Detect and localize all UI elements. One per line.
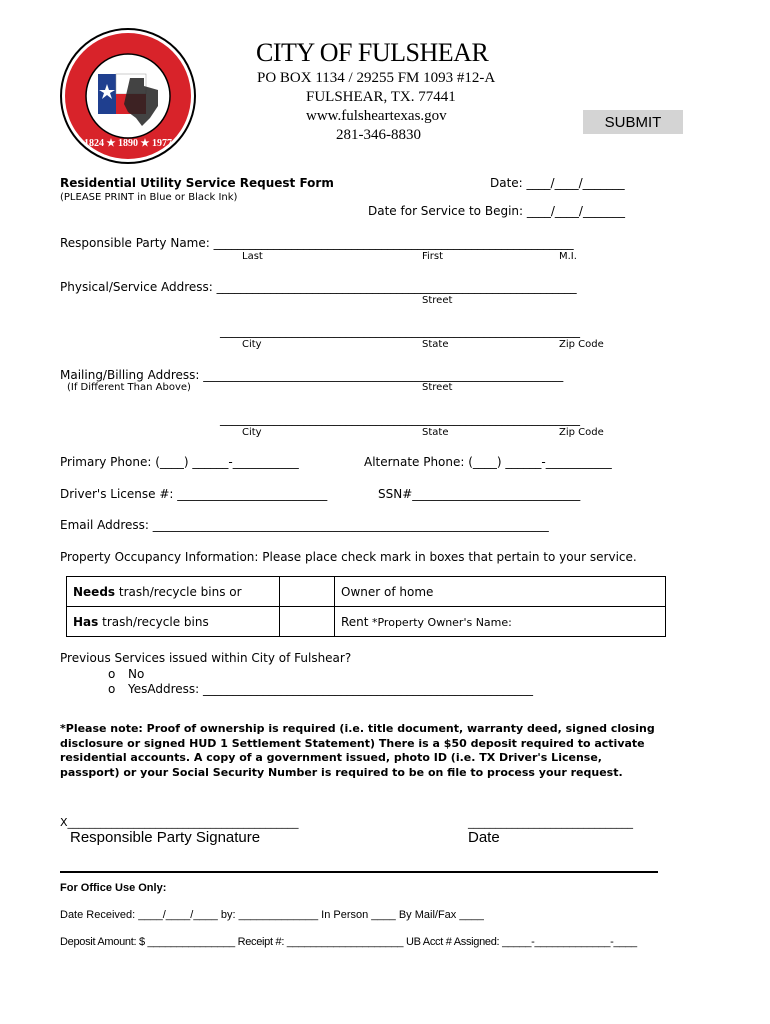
mailing-address-field[interactable]: Mailing/Billing Address: ____________________________________________________________: [60, 368, 564, 382]
office-divider: [60, 871, 658, 873]
option-yes-address-field[interactable]: YesAddress: _______________________________________________________: [128, 682, 534, 696]
drivers-license-field[interactable]: Driver's License #: _________________________: [60, 487, 328, 501]
occupancy-table: [66, 576, 666, 637]
option-no-label: No: [128, 667, 145, 681]
table-row: [67, 607, 666, 637]
state-label: State: [422, 339, 449, 350]
signature-label: Responsible Party Signature: [70, 829, 261, 846]
zip-label: Zip Code: [559, 339, 604, 350]
mailing-note: (If Different Than Above): [67, 382, 191, 393]
signature-date-label: Date: [468, 829, 500, 846]
signature-line[interactable]: X__________________________________________: [60, 816, 299, 829]
email-field[interactable]: Email Address: __________________________________________________________________: [60, 518, 549, 532]
needs-checkbox[interactable]: [280, 577, 335, 607]
owner-cell[interactable]: [335, 577, 666, 607]
signature-date-line[interactable]: ______________________________: [468, 816, 633, 829]
has-checkbox[interactable]: [280, 607, 335, 637]
office-heading: For Office Use Only:: [60, 882, 167, 894]
option-yes-bullet[interactable]: o: [108, 682, 116, 696]
city-label: City: [242, 339, 262, 350]
previous-services-question: Previous Services issued within City of Fulshear?: [60, 651, 352, 665]
mailing-zip-label: Zip Code: [559, 427, 604, 438]
mailing-address-line2[interactable]: ____________________________________________________________: [220, 412, 580, 426]
table-row: [67, 577, 666, 607]
mailing-street-label: Street: [422, 382, 453, 393]
office-row-received: Date Received: ____/____/____ by: _____________ In Person ____ By Mail/Fax ____: [60, 909, 484, 921]
header-website[interactable]: www.fulsheartexas.gov: [306, 108, 447, 124]
submit-button[interactable]: SUBMIT: [583, 110, 683, 134]
needs-bins-cell: [67, 577, 280, 607]
seal-bottom-text: 1824 ★ 1890 ★ 1977: [84, 138, 172, 149]
rent-label: Rent: [341, 614, 369, 629]
alternate-phone-field[interactable]: Alternate Phone: (____) ______-___________: [364, 455, 612, 469]
responsible-party-field[interactable]: Responsible Party Name: ____________________________________________________________: [60, 236, 574, 250]
street-label: Street: [422, 295, 453, 306]
service-date-field[interactable]: Date for Service to Begin: ____/____/_______: [368, 204, 625, 218]
option-no-bullet[interactable]: o: [108, 667, 116, 681]
first-label: First: [422, 251, 444, 262]
header-phone: 281-346-8830: [336, 127, 421, 143]
form-title: Residential Utility Service Request Form: [60, 176, 334, 190]
last-label: Last: [242, 251, 263, 262]
date-field[interactable]: Date: ____/____/_______: [490, 176, 625, 190]
ownership-note: *Please note: Proof of ownership is required (i.e. title document, warranty deed, signed closing disclosure or signed HUD 1 Settlement Statement) There is a $50 deposit required to activate residential accounts. A copy of a government issued, photo ID (i.e. TX Driver's License, passport) or your Social Security Number is required to be on file to process your request.: [60, 722, 655, 779]
primary-phone-field[interactable]: Primary Phone: (____) ______-___________: [60, 455, 299, 469]
has-bins-cell: [67, 607, 280, 637]
header-address2: FULSHEAR, TX. 77441: [306, 89, 456, 105]
mi-label: M.I.: [559, 251, 577, 262]
city-seal: [58, 26, 198, 166]
has-label: Has: [73, 614, 99, 629]
occupancy-intro: Property Occupancy Information: Please place check mark in boxes that pertain to your service.: [60, 550, 637, 564]
mailing-state-label: State: [422, 427, 449, 438]
has-text: trash/recycle bins: [98, 614, 209, 629]
office-row-deposit: Deposit Amount: $ _______________ Receipt #: ____________________ UB Acct # Assigned: _____-_____________-____: [60, 936, 637, 948]
physical-address-field[interactable]: Physical/Service Address: ____________________________________________________________: [60, 280, 577, 294]
physical-address-line2[interactable]: ____________________________________________________________: [220, 324, 580, 338]
city-title: CITY OF FULSHEAR: [256, 38, 489, 67]
mailing-city-label: City: [242, 427, 262, 438]
owner-label: Owner of home: [341, 584, 434, 599]
needs-text: trash/recycle bins or: [115, 584, 242, 599]
needs-label: Needs: [73, 584, 116, 599]
rent-cell[interactable]: [335, 607, 666, 637]
header-address1: PO BOX 1134 / 29255 FM 1093 #12-A: [257, 70, 496, 86]
form-subtitle: (PLEASE PRINT in Blue or Black Ink): [60, 192, 238, 203]
ssn-field[interactable]: SSN#____________________________: [378, 487, 581, 501]
rent-owner-note: *Property Owner's Name:: [368, 615, 512, 629]
